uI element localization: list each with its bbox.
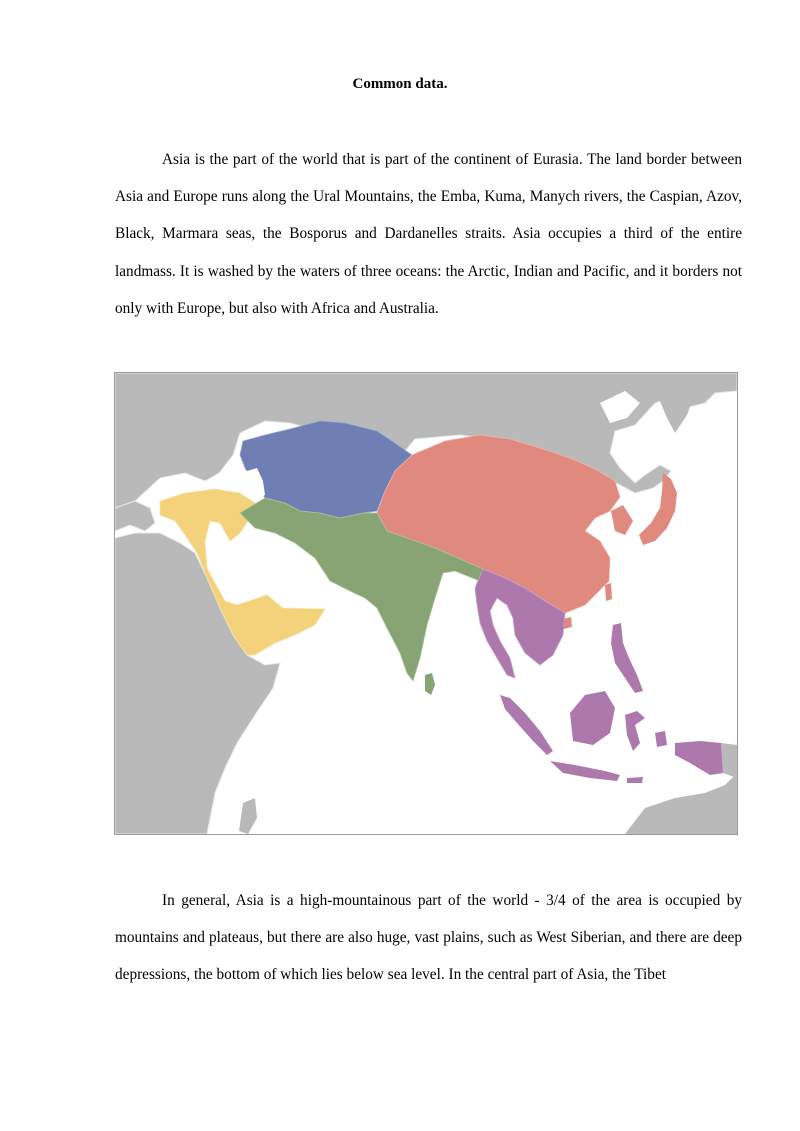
asia-regions-map [114, 372, 738, 835]
taiwan-region [605, 583, 612, 601]
paragraph-intro: Asia is the part of the world that is part of the continent of Eurasia. The land border between Asia and Europe runs along the Ural Mountains, the Emba, Kuma, Manych rivers, the Caspian, Azov, Black, Marmara seas, the Bosporus and Dardanelles straits. Asia occupies a third of the entire landmass. It is washed by the waters of three oceans: the Arctic, Indian and Pacific, and it borders not only with Europe, but also with Africa and Australia. [115, 151, 742, 317]
new-guinea-east-land [721, 743, 737, 778]
paragraph-general: In general, Asia is a high-mountainous part of the world - 3/4 of the area is occupied by mountains and plateaus, but there are also huge, vast plains, such as West Siberian, and there are deep depressions, the bottom of which lies below sea level. In the central part of Asia, the Tibet [115, 892, 742, 984]
document-heading: Common data. [352, 76, 448, 92]
